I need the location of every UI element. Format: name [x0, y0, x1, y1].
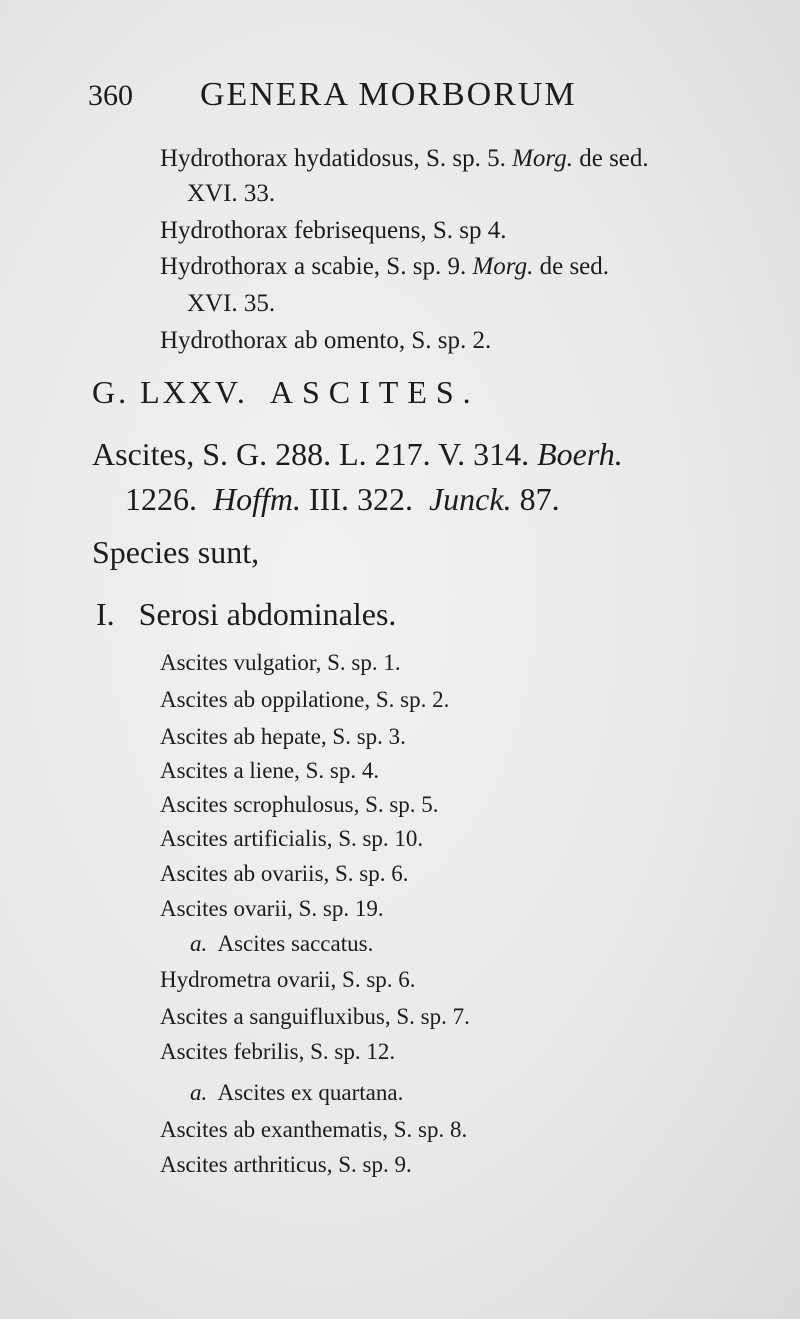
division-title: Serosi abdominales. — [138, 596, 397, 632]
species-item: Ascites ab oppilatione, S. sp. 2. — [160, 687, 450, 712]
species-item: Hydrometra ovarii, S. sp. 6. — [160, 967, 416, 992]
variety-marker: a. — [190, 931, 208, 956]
species-intro: Species sunt, — [92, 534, 260, 570]
genus-name: ASCITES. — [269, 374, 480, 410]
species-item: Ascites a liene, S. sp. 4. — [160, 758, 380, 783]
species-item: Ascites a sanguifluxibus, S. sp. 7. — [160, 1004, 470, 1029]
species-item: Ascites ab exanthematis, S. sp. 8. — [160, 1117, 468, 1142]
page-number: 360 — [88, 79, 133, 112]
species-item: Ascites vulgatior, S. sp. 1. — [160, 650, 401, 675]
synonymy-line: 1226. Hoffm. III. 322. Junck. 87. — [125, 481, 560, 517]
hydrothorax-entry: Hydrothorax hydatidosus, S. sp. 5. Morg. de sed. — [160, 145, 649, 172]
genus-number: G. LXXV. — [92, 374, 248, 410]
species-item: Ascites ab ovariis, S. sp. 6. — [160, 861, 409, 886]
hydrothorax-entry: XVI. 35. — [187, 290, 276, 317]
division-number: I. — [96, 596, 115, 632]
species-variety: a. Ascites saccatus. — [190, 931, 374, 956]
species-item: Ascites febrilis, S. sp. 12. — [160, 1039, 396, 1064]
hydrothorax-entry: Hydrothorax a scabie, S. sp. 9. Morg. de sed. — [160, 253, 610, 280]
species-item: Ascites ab hepate, S. sp. 3. — [160, 724, 406, 749]
hydrothorax-entry: XVI. 33. — [187, 180, 276, 207]
species-item: Ascites scrophulosus, S. sp. 5. — [160, 792, 439, 817]
hydrothorax-entry: Hydrothorax febrisequens, S. sp 4. — [160, 217, 507, 244]
synonymy-line: Ascites, S. G. 288. L. 217. V. 314. Boerh. — [92, 436, 623, 472]
species-item: Ascites arthriticus, S. sp. 9. — [160, 1152, 412, 1177]
species-item: Ascites ovarii, S. sp. 19. — [160, 896, 384, 921]
species-item: Ascites artificialis, S. sp. 10. — [160, 826, 424, 851]
hydrothorax-entry: Hydrothorax ab omento, S. sp. 2. — [160, 327, 492, 354]
species-variety: a. Ascites ex quartana. — [190, 1080, 404, 1105]
running-title: GENERA MORBORUM — [200, 76, 577, 113]
variety-marker: a. — [190, 1080, 208, 1105]
division-heading — [96, 598, 396, 630]
genus-heading — [92, 376, 480, 408]
